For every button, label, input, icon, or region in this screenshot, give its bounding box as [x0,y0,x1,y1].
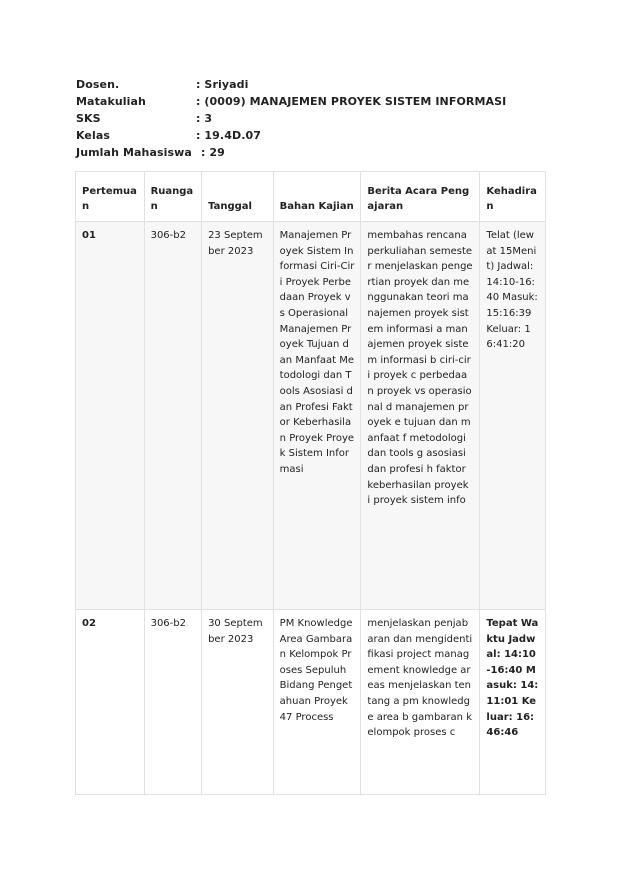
cell-pertemuan: 02 [76,610,145,795]
sks-label: SKS [76,112,101,125]
info-row-jumlah [76,144,506,161]
info-row-matakuliah [76,93,506,110]
table-row [76,610,546,795]
info-row-kelas [76,127,506,144]
header-kehadiran: Kehadiran [480,172,546,222]
matakuliah-value: : (0009) MANAJEMEN PROYEK SISTEM INFORMASI [196,95,507,108]
dosen-label: Dosen. [76,78,120,91]
dosen-value: : Sriyadi [196,78,249,91]
cell-ruangan: 306-b2 [144,610,201,795]
attendance-table [75,171,546,795]
table-header-row [76,172,546,222]
header-berita-acara: Berita Acara Pengajaran [361,172,480,222]
cell-kehadiran: Tepat Waktu Jadwal: 14:10-16:40 Masuk: 14:11:01 Keluar: 16:46:46 [480,610,546,795]
cell-tanggal: 23 September 2023 [202,222,274,610]
cell-kehadiran: Telat (lewat 15Menit) Jadwal: 14:10-16:40 Masuk: 15:16:39 Keluar: 16:41:20 [480,222,546,610]
cell-bahan-kajian: Manajemen Proyek Sistem Informasi Ciri-Ciri Proyek Perbedaan Proyek vs Operasional Manajemen Proyek Tujuan dan Manfaat Metodologi dan Tools Asosiasi dan Profesi Faktor Keberhasilan Proyek Proyek Sistem Informasi [273,222,361,610]
matakuliah-label: Matakuliah [76,95,146,108]
cell-tanggal: 30 September 2023 [202,610,274,795]
info-row-dosen [76,76,506,93]
cell-bahan-kajian: PM Knowledge Area Gambaran Kelompok Proses Sepuluh Bidang Pengetahuan Proyek 47 Process [273,610,361,795]
header-ruangan: Ruangan [144,172,201,222]
header-pertemuan: Pertemuan [76,172,145,222]
jumlah-label: Jumlah Mahasiswa [76,146,192,159]
kelas-value: : 19.4D.07 [196,129,261,142]
header-bahan-kajian: Bahan Kajian [273,172,361,222]
cell-berita-acara: membahas rencana perkuliahan semester menjelaskan pengertian proyek dan menggunakan teori manajemen proyek sistem informasi a manajemen proyek sistem informasi b ciri-ciri proyek c perbedaan proyek vs operasional d manajemen proyek e tujuan dan manfaat f metodologi dan tools g asosiasi dan profesi h faktor keberhasilan proyek i proyek sistem info [361,222,480,610]
cell-pertemuan: 01 [76,222,145,610]
kelas-label: Kelas [76,129,111,142]
info-row-sks [76,110,506,127]
table-row [76,222,546,610]
cell-berita-acara: menjelaskan penjabaran dan mengidentifikasi project management knowledge areas menjelaskan tentang a pm knowledge area b gambaran kelompok proses c [361,610,480,795]
header-tanggal: Tanggal [202,172,274,222]
jumlah-value: : 29 [201,146,225,159]
course-info [76,76,506,161]
sks-value: : 3 [196,112,213,125]
cell-ruangan: 306-b2 [144,222,201,610]
